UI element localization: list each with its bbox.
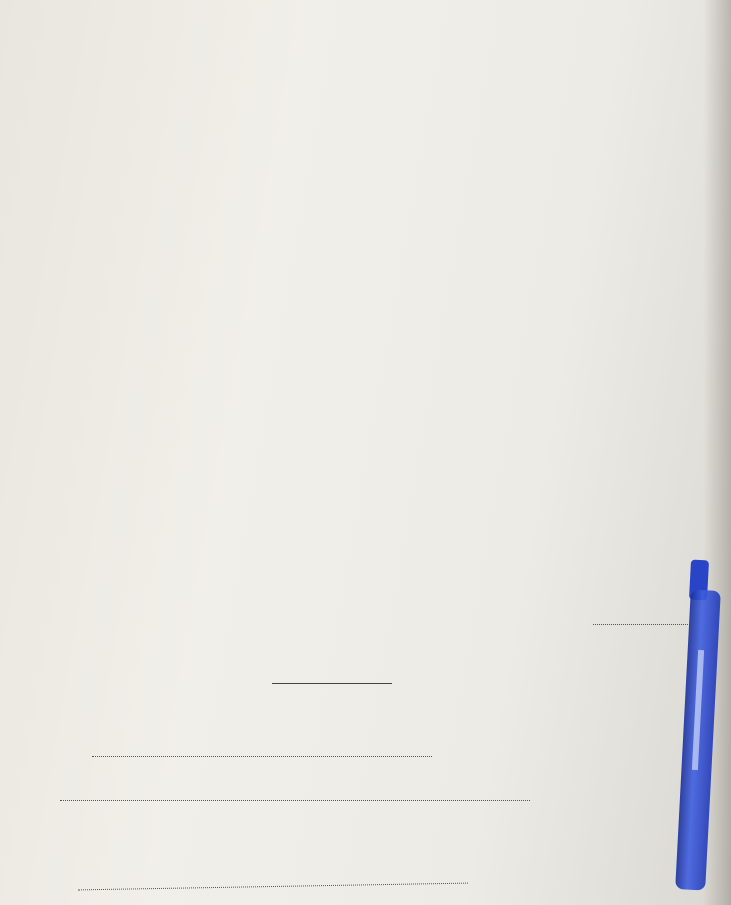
answer-line-34[interactable]: [92, 756, 432, 757]
answer-line-35[interactable]: [60, 800, 530, 801]
section2-instructions: [60, 231, 650, 243]
answer-blank-32[interactable]: [593, 624, 688, 625]
answer-blank-33[interactable]: [272, 683, 392, 684]
answer-line-36[interactable]: [78, 883, 468, 891]
